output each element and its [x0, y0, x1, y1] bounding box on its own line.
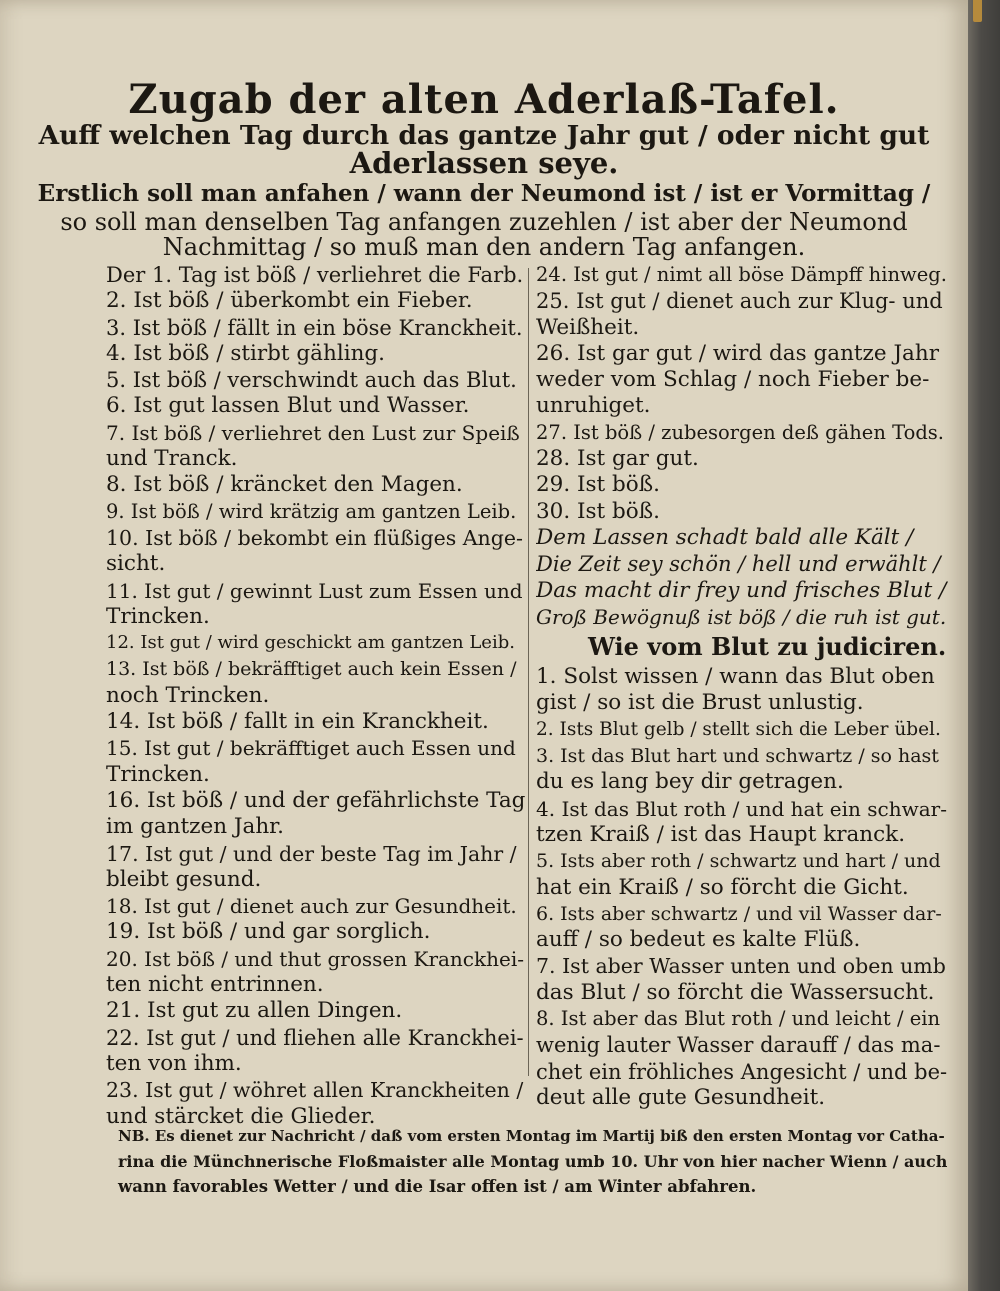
- blood-line: 6. Ists aber schwartz / und vil Wasser dar-: [536, 902, 942, 925]
- verse-line: Dem Lassen schadt bald alle Kält /: [536, 524, 914, 550]
- blood-line: tzen Kraiß / ist das Haupt kranck.: [536, 821, 906, 847]
- left-line: 4. Ist böß / stirbt gähling.: [106, 340, 386, 366]
- verse-line: Groß Bewögnuß ist böß / die ruh ist gut.: [536, 604, 947, 629]
- page-title: Zugab der alten Aderlaß-Tafel.: [128, 76, 840, 123]
- left-column: [106, 262, 526, 1130]
- left-line: 21. Ist gut zu allen Dingen.: [106, 998, 403, 1024]
- left-line: sicht.: [106, 551, 166, 577]
- blood-line: du es lang bey dir getragen.: [536, 769, 844, 795]
- left-line: 15. Ist gut / bekräfftiget auch Essen und: [106, 736, 516, 761]
- left-line: 8. Ist böß / kräncket den Magen.: [106, 472, 463, 498]
- left-line: noch Trincken.: [106, 682, 270, 708]
- left-line: 7. Ist böß / verliehret den Lust zur Speiß: [106, 420, 520, 445]
- left-line: ten nicht entrinnen.: [106, 972, 324, 998]
- verse-block: [536, 525, 948, 630]
- blood-line: das Blut / so förcht die Wassersucht.: [536, 979, 935, 1005]
- left-line: 17. Ist gut / und der beste Tag im Jahr /: [106, 841, 517, 866]
- right-day-line: 24. Ist gut / nimt all böse Dämpff hinweg.: [536, 263, 947, 286]
- right-day-line: unruhiget.: [536, 393, 651, 419]
- verse-line: Das macht dir frey und frisches Blut /: [536, 577, 947, 603]
- left-line: und stärcket die Glieder.: [106, 1103, 376, 1129]
- blood-line: 8. Ist aber das Blut roth / und leicht / ein: [536, 1007, 941, 1031]
- left-line: Trincken.: [106, 603, 210, 629]
- footnote-line: NB. Es dienet zur Nachricht / daß vom ersten Montag im Martij biß den ersten Montag vor Catha-: [118, 1127, 945, 1145]
- blood-line: 3. Ist das Blut hart und schwartz / so hast: [536, 745, 939, 768]
- left-line: 13. Ist böß / bekräfftiget auch kein Essen /: [106, 658, 517, 681]
- blood-line: auff / so bedeut es kalte Flüß.: [536, 927, 861, 953]
- blood-line: wenig lauter Wasser darauff / das ma-: [536, 1033, 941, 1058]
- right-day-line: 26. Ist gar gut / wird das gantze Jahr: [536, 340, 939, 366]
- right-day-line: 30. Ist böß.: [536, 498, 660, 524]
- left-line: 23. Ist gut / wöhret allen Kranckheiten /: [106, 1078, 524, 1103]
- left-line: bleibt gesund.: [106, 866, 262, 892]
- blood-line: hat ein Kraiß / so förcht die Gicht.: [536, 874, 909, 900]
- left-line: 22. Ist gut / und fliehen alle Kranckhei-: [106, 1025, 524, 1050]
- right-day-line: 25. Ist gut / dienet auch zur Klug- und: [536, 289, 943, 314]
- right-day-line: weder vom Schlag / noch Fieber be-: [536, 367, 930, 393]
- left-line: im gantzen Jahr.: [106, 814, 284, 840]
- left-line: 10. Ist böß / bekombt ein flüßiges Ange-: [106, 525, 523, 550]
- blood-line: 2. Ists Blut gelb / stellt sich die Leber übel.: [536, 718, 941, 740]
- right-day-line: 27. Ist böß / zubesorgen deß gähen Tods.: [536, 420, 945, 444]
- page-marker: [973, 0, 982, 22]
- left-line: 9. Ist böß / wird krätzig am gantzen Leib.: [106, 499, 517, 523]
- right-day-line: Weißheit.: [536, 314, 640, 340]
- left-line: und Tranck.: [106, 446, 238, 472]
- subtitle-line-2: Aderlassen seye.: [349, 146, 619, 180]
- footnote-line: rina die Münchnerische Floßmaister alle Montag umb 10. Uhr von hier nacher Wienn / auch: [118, 1152, 948, 1171]
- left-line: 11. Ist gut / gewinnt Lust zum Essen und: [106, 578, 523, 603]
- blood-line: 7. Ist aber Wasser unten und oben umb: [536, 954, 946, 979]
- footnote: [118, 1124, 948, 1199]
- right-day-line: 28. Ist gar gut.: [536, 446, 699, 472]
- footnote-line: wann favorables Wetter / und die Isar offen ist / am Winter abfahren.: [118, 1177, 757, 1196]
- book-gutter: [968, 0, 1000, 1291]
- left-line: Der 1. Tag ist böß / verliehret die Farb.: [106, 263, 524, 287]
- verse-line: Die Zeit sey schön / hell und erwählt /: [536, 552, 941, 577]
- blood-section-heading: Wie vom Blut zu judiciren.: [588, 632, 947, 662]
- blood-line: 4. Ist das Blut roth / und hat ein schwar-: [536, 796, 947, 821]
- blood-line: 5. Ists aber roth / schwartz und hart / und: [536, 850, 941, 873]
- intro-line-1: Erstlich soll man anfahen / wann der Neumond ist / ist er Vormittag /: [37, 180, 931, 207]
- left-line: 2. Ist böß / überkombt ein Fieber.: [106, 288, 473, 314]
- intro-line-2: so soll man denselben Tag anfangen zuzehlen / ist aber der Neumond: [60, 208, 908, 236]
- blood-line: gist / so ist die Brust unlustig.: [536, 690, 864, 716]
- left-line: 3. Ist böß / fällt in ein böse Kranckheit.: [106, 315, 523, 340]
- left-line: 12. Ist gut / wird geschickt am gantzen Leib.: [106, 632, 515, 654]
- column-divider: [528, 268, 529, 1076]
- intro-line-3: Nachmittag / so muß man den andern Tag anfangen.: [162, 233, 806, 261]
- left-line: 18. Ist gut / dienet auch zur Gesundheit.: [106, 894, 517, 919]
- left-line: 6. Ist gut lassen Blut und Wasser.: [106, 393, 470, 419]
- blood-line: deut alle gute Gesundheit.: [536, 1084, 826, 1110]
- left-line: 16. Ist böß / und der gefährlichste Tag: [106, 787, 526, 813]
- blood-line: 1. Solst wissen / wann das Blut oben: [536, 664, 935, 690]
- left-line: 5. Ist böß / verschwindt auch das Blut.: [106, 368, 517, 393]
- left-line: ten von ihm.: [106, 1050, 242, 1076]
- left-line: 14. Ist böß / fallt in ein Kranckheit.: [106, 709, 489, 735]
- left-line: Trincken.: [106, 761, 210, 787]
- blood-line: chet ein fröhliches Angesicht / und be-: [536, 1059, 948, 1084]
- right-column: [536, 262, 948, 1111]
- left-line: 20. Ist böß / und thut grossen Kranckhei-: [106, 946, 524, 971]
- left-line: 19. Ist böß / und gar sorglich.: [106, 919, 431, 945]
- right-day-line: 29. Ist böß.: [536, 472, 660, 498]
- subtitle-line-1: Auff welchen Tag durch das gantze Jahr gut / oder nicht gut: [38, 120, 930, 151]
